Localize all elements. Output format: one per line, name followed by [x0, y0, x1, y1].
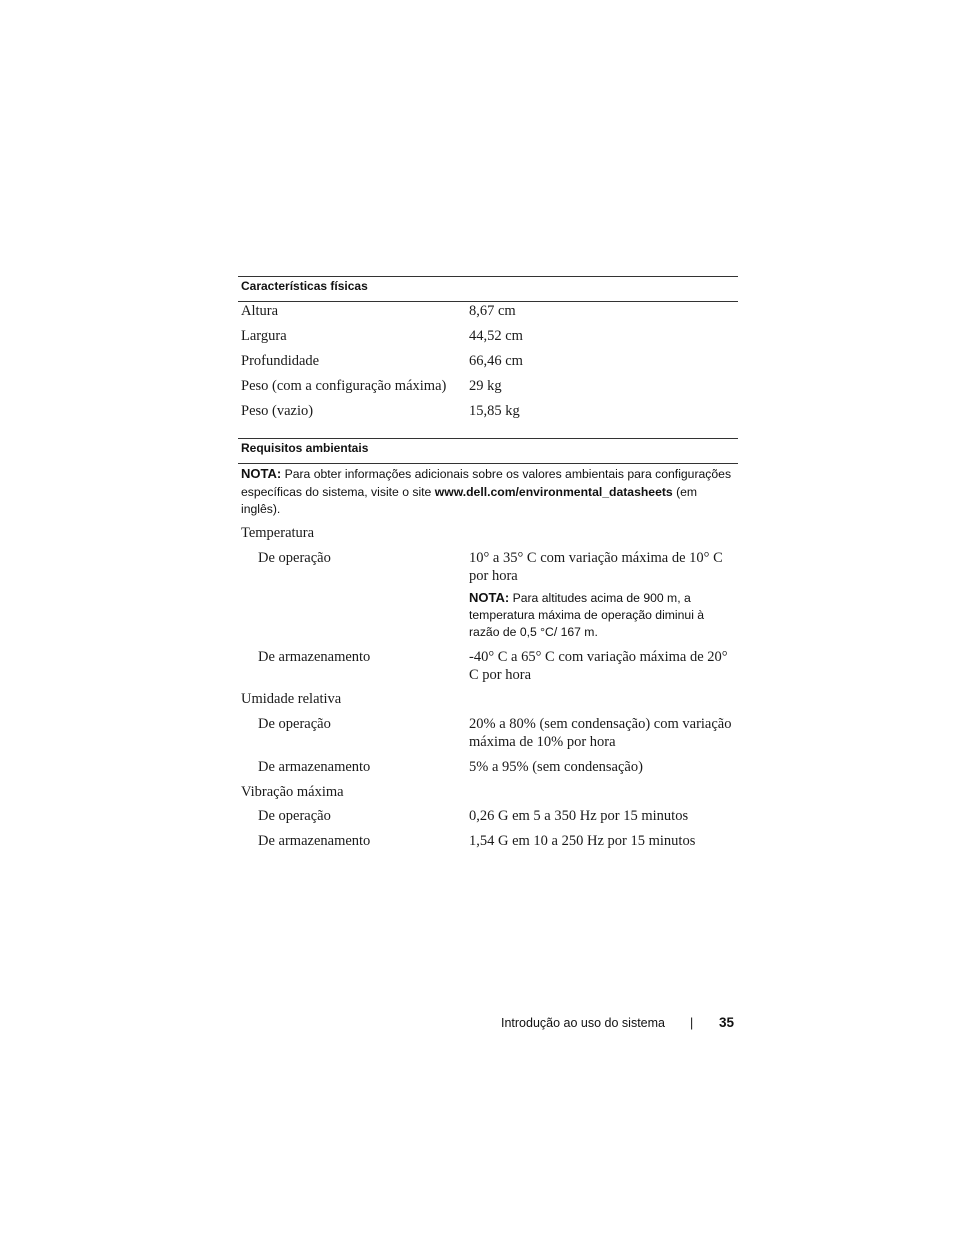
row-label-altura: Altura [241, 303, 279, 319]
section1-title: Características físicas [241, 279, 368, 293]
temperatura-operacao-label: De operação [258, 550, 331, 566]
temperatura-armazenamento-label: De armazenamento [258, 649, 371, 665]
section2-title: Requisitos ambientais [241, 441, 369, 455]
vibracao-label: Vibração máxima [241, 784, 344, 800]
page-number: 35 [719, 1015, 735, 1030]
vibracao-operacao-label: De operação [258, 808, 331, 824]
umidade-operacao-value: 20% a 80% (sem condensação) com variação máxima de 10% por hora [469, 716, 732, 750]
row-label-peso-max: Peso (com a configuração máxima) [241, 378, 447, 394]
row-value-profundidade: 66,46 cm [469, 353, 523, 369]
umidade-operacao-label: De operação [258, 716, 331, 732]
section1-top-rule [238, 276, 738, 277]
footer-separator: | [690, 1016, 694, 1030]
umidade-armazenamento-label: De armazenamento [258, 759, 371, 775]
row-label-profundidade: Profundidade [241, 353, 320, 369]
umidade-armazenamento-value: 5% a 95% (sem condensação) [469, 759, 643, 775]
temperatura-operacao-value: 10° a 35° C com variação máxima de 10° C por hora [469, 550, 723, 584]
temperatura-altitude-note [469, 589, 737, 641]
note-label: NOTA: [241, 466, 282, 481]
temperatura-armazenamento-value: -40° C a 65° C com variação máxima de 20° C por hora [469, 649, 728, 683]
row-value-largura: 44,52 cm [469, 328, 523, 344]
altitude-note-label: NOTA: [469, 590, 510, 605]
row-label-peso-vazio: Peso (vazio) [241, 403, 314, 419]
row-value-altura: 8,67 cm [469, 303, 516, 319]
footer-title: Introdução ao uso do sistema [501, 1016, 665, 1030]
row-value-peso-max: 29 kg [469, 378, 502, 394]
row-label-largura: Largura [241, 328, 287, 344]
note-link[interactable]: www.dell.com/environmental_datasheets [434, 484, 673, 499]
umidade-label: Umidade relativa [241, 691, 342, 707]
row-value-peso-vazio: 15,85 kg [469, 403, 520, 419]
section2-top-rule [238, 438, 738, 439]
vibracao-armazenamento-value: 1,54 G em 10 a 250 Hz por 15 minutos [469, 833, 696, 849]
environmental-note [241, 465, 737, 519]
note-suffix: (em inglês). [241, 484, 698, 516]
vibracao-operacao-value: 0,26 G em 5 a 350 Hz por 15 minutos [469, 808, 689, 824]
vibracao-armazenamento-label: De armazenamento [258, 833, 371, 849]
note-text: Para obter informações adicionais sobre os valores ambientais para configurações específicas do sistema, visite o site [241, 467, 732, 499]
section2-header-rule [238, 463, 738, 464]
temperatura-label: Temperatura [241, 525, 315, 541]
altitude-note-text: Para altitudes acima de 900 m, a temperatura máxima de operação diminui à razão de 0,5 °C/ 167 m. [469, 591, 705, 639]
